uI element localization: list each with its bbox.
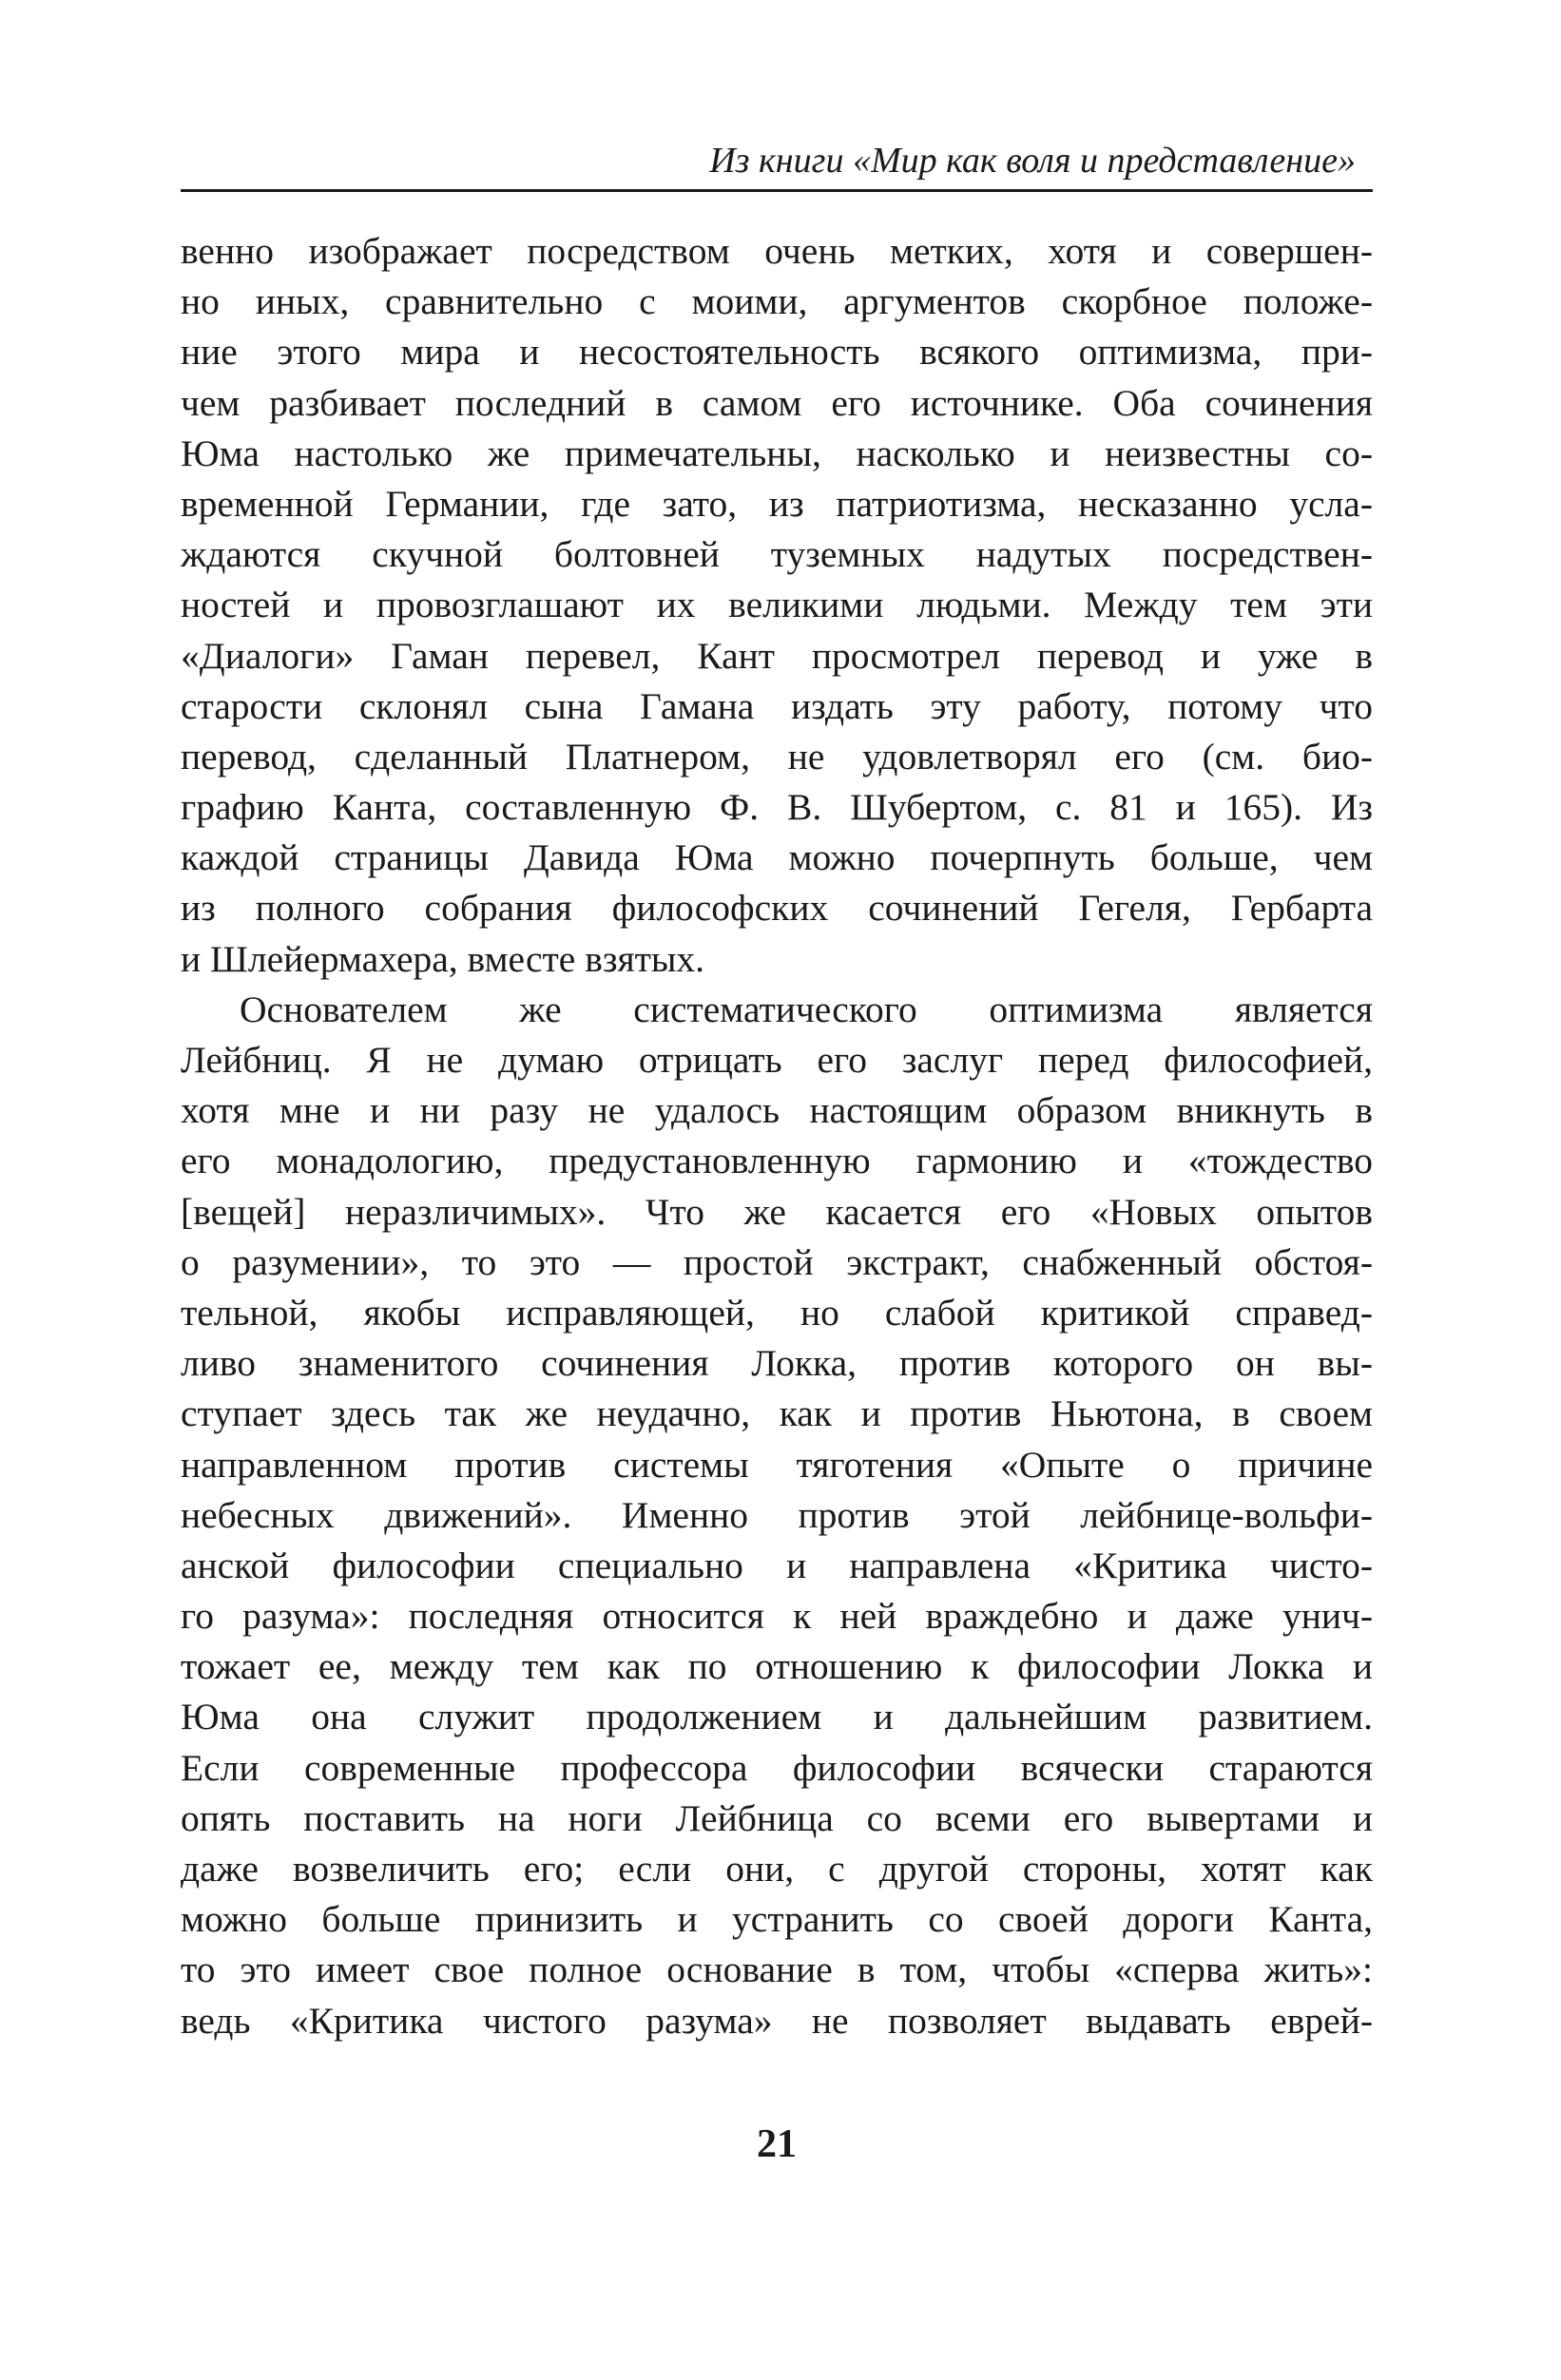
text-line: каждой страницы Давида Юма можно почерпнуть больше, чем (181, 836, 1373, 879)
text-line: небесных движений». Именно против этой лейбнице-вольфи- (181, 1493, 1373, 1536)
text-line: Лейбниц. Я не думаю отрицать его заслуг перед философией, (181, 1039, 1373, 1081)
text-line: ностей и провозглашают их великими людьми. Между тем эти (181, 584, 1373, 626)
text-line: венно изображает посредством очень метких, хотя и совершен- (181, 230, 1373, 272)
text-line: ступает здесь так же неудачно, как и против Ньютона, в своем (181, 1392, 1373, 1435)
text-line: о разумении», то это — простой экстракт, снабженный обстоя- (181, 1240, 1373, 1283)
text-line: опять поставить на ноги Лейбница со всеми его вывертами и (181, 1796, 1373, 1839)
text-line: [вещей] неразличимых». Что же касается его «Новых опытов (181, 1190, 1373, 1233)
body-text (181, 226, 1373, 2046)
text-line: но иных, сравнительно с моими, аргументов скорбное положе- (181, 280, 1373, 323)
text-line: ливо знаменитого сочинения Локка, против которого он вы- (181, 1342, 1373, 1385)
text-line: тельной, якобы исправляющей, но слабой критикой справед- (181, 1291, 1373, 1334)
text-line: даже возвеличить его; если они, с другой стороны, хотят как (181, 1848, 1373, 1890)
text-line: хотя мне и ни разу не удалось настоящим образом вникнуть в (181, 1089, 1373, 1132)
header-rule (181, 189, 1373, 192)
text-line: «Диалоги» Гаман перевел, Кант просмотрел перевод и уже в (181, 634, 1373, 677)
text-line: тожает ее, между тем как по отношению к философии Локка и (181, 1645, 1373, 1688)
text-line: графию Канта, составленную Ф. В. Шубертом, с. 81 и 165). Из (181, 786, 1373, 829)
text-line: ждаются скучной болтовней туземных надутых посредствен- (181, 533, 1373, 576)
text-line: и Шлейермахера, вместе взятых. (181, 937, 705, 980)
text-line: можно больше принизить и устранить со своей дороги Канта, (181, 1898, 1373, 1941)
running-head: Из книги «Мир как воля и представление» (709, 141, 1356, 181)
paragraph-first-line: Основателем же систематического оптимизма является (240, 988, 1373, 1030)
text-line: направленном против системы тяготения «Опыте о причине (181, 1443, 1373, 1486)
text-line: из полного собрания философских сочинений Гегеля, Гербарта (181, 887, 1373, 930)
text-line: ведь «Критика чистого разума» не позволяет выдавать еврей- (181, 1999, 1373, 2042)
text-line: Если современные профессора философии всячески стараются (181, 1746, 1373, 1789)
text-line: Юма настолько же примечательны, насколько и неизвестны со- (181, 432, 1373, 474)
text-line: его монадологию, предустановленную гармонию и «тождество (181, 1140, 1373, 1182)
text-line: го разума»: последняя относится к ней враждебно и даже унич- (181, 1595, 1373, 1638)
text-line: временной Германии, где зато, из патриотизма, несказанно усла- (181, 482, 1373, 525)
text-line: перевод, сделанный Платнером, не удовлетворял его (см. био- (181, 735, 1373, 777)
text-line: старости склонял сына Гамана издать эту работу, потому что (181, 684, 1373, 727)
text-line: ние этого мира и несостоятельность всякого оптимизма, при- (181, 331, 1373, 374)
text-line: анской философии специально и направлена «Критика чисто- (181, 1544, 1373, 1586)
text-line: Юма она служит продолжением и дальнейшим развитием. (181, 1696, 1373, 1738)
text-line: то это имеет свое полное основание в том, чтобы «сперва жить»: (181, 1948, 1373, 1991)
text-line: чем разбивает последний в самом его источнике. Оба сочинения (181, 381, 1373, 424)
page-number: 21 (757, 2122, 797, 2166)
